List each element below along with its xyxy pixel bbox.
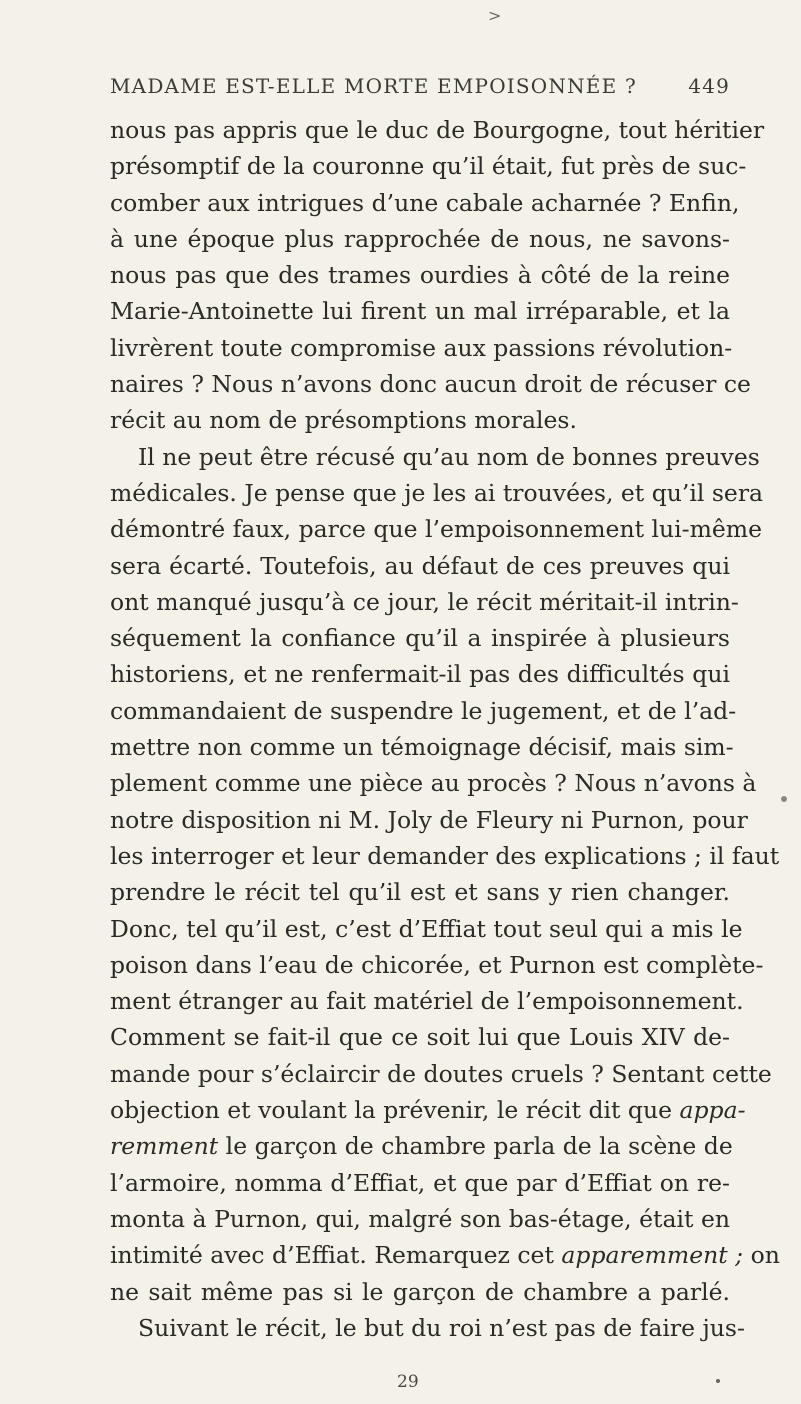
text-line: présomptif de la couronne qu’il était, fut près de suc-: [110, 152, 747, 181]
text-line: Suivant le récit, le but du roi n’est pas de faire jus-: [138, 1313, 745, 1342]
running-head: [110, 74, 730, 98]
text-line: récit au nom de présomptions morales.: [110, 406, 577, 435]
text-line: mande pour s’éclaircir de doutes cruels ? Sentant cette: [110, 1059, 772, 1088]
text-line: démontré faux, parce que l’empoisonnement lui-même: [110, 515, 762, 544]
text-line: ont manqué jusqu’à ce jour, le récit méritait-il intrin-: [110, 587, 739, 616]
text-line: monta à Purnon, qui, malgré son bas-étage, était en: [110, 1204, 730, 1233]
text-line: remment le garçon de chambre parla de la scène de: [110, 1132, 733, 1161]
text-line: nous pas que des trames ourdies à côté de la reine: [110, 261, 730, 290]
text-line: Il ne peut être récusé qu’au nom de bonnes preuves: [138, 442, 760, 471]
text-line: naires ? Nous n’avons donc aucun droit de récuser ce: [110, 370, 751, 399]
page-number: 449: [688, 74, 730, 98]
text-line: ne sait même pas si le garçon de chambre a parlé.: [110, 1277, 730, 1306]
text-line: Marie-Antoinette lui firent un mal irréparable, et la: [110, 297, 730, 326]
text-line: poison dans l’eau de chicorée, et Purnon est complète-: [110, 950, 764, 979]
text-line: livrèrent toute compromise aux passions révolution-: [110, 333, 733, 362]
text-line: Comment se fait-il que ce soit lui que Louis XIV de-: [110, 1023, 730, 1052]
text-line: objection et voulant la prévenir, le récit dit que appa-: [110, 1096, 746, 1125]
text-line: séquement la confiance qu’il a inspirée à plusieurs: [110, 624, 730, 653]
top-margin-mark: >: [488, 6, 502, 25]
text-line: plement comme une pièce au procès ? Nous n’avons à: [110, 769, 757, 798]
body-text: [110, 112, 780, 1346]
text-line: Donc, tel qu’il est, c’est d’Effiat tout seul qui a mis le: [110, 914, 743, 943]
text-line: commandaient de suspendre le jugement, et de l’ad-: [110, 696, 737, 725]
text-line: mettre non comme un témoignage décisif, mais sim-: [110, 733, 734, 762]
text-line: comber aux intrigues d’une cabale acharnée ? Enfin,: [110, 188, 740, 217]
text-line: ment étranger au fait matériel de l’empoisonnement.: [110, 987, 744, 1016]
text-line: notre disposition ni M. Joly de Fleury ni Purnon, pour: [110, 805, 748, 834]
margin-spot: [781, 796, 787, 802]
text-line: prendre le récit tel qu’il est et sans y rien changer.: [110, 878, 730, 907]
text-line: médicales. Je pense que je les ai trouvées, et qu’il sera: [110, 478, 764, 507]
text-line: historiens, et ne renfermait-il pas des difficultés qui: [110, 660, 730, 689]
margin-spot: [716, 1379, 720, 1383]
text-line: nous pas appris que le duc de Bourgogne, tout héritier: [110, 116, 765, 144]
text-line: intimité avec d’Effiat. Remarquez cet apparemment ; on: [110, 1241, 780, 1270]
signature-mark: 29: [397, 1372, 419, 1392]
text-line: l’armoire, nomma d’Effiat, et que par d’Effiat on re-: [110, 1168, 730, 1197]
text-line: les interroger et leur demander des explications ; il faut: [110, 841, 780, 870]
text-line: sera écarté. Toutefois, au défaut de ces preuves qui: [110, 551, 730, 580]
text-line: à une époque plus rapprochée de nous, ne savons-: [110, 224, 730, 253]
running-head-title: MADAME EST-ELLE MORTE EMPOISONNÉE ?: [110, 74, 637, 98]
